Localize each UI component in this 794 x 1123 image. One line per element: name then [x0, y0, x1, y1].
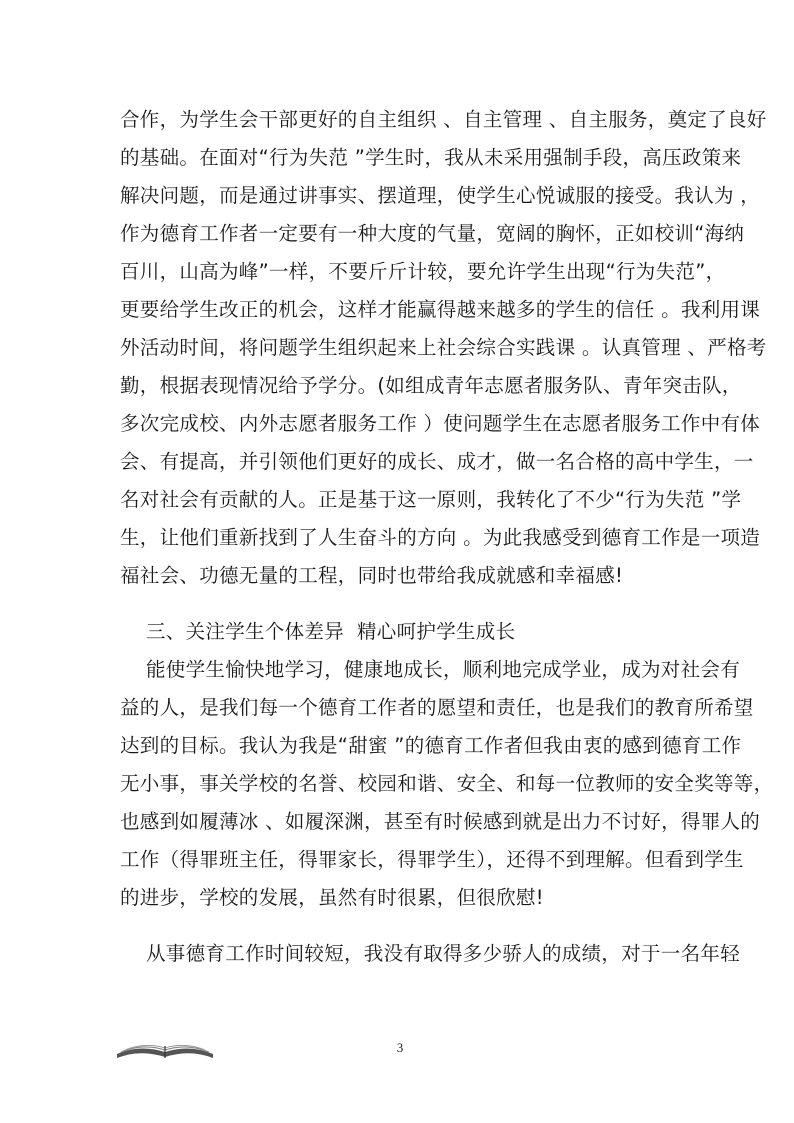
text-line: 能使学生愉快地学习，健康地成长，顺利地完成学业，成为对社会有 [120, 658, 740, 681]
text-line: 多次完成校、内外志愿者服务工作 ）使问题学生在志愿者服务工作中有体 [120, 412, 761, 435]
text-line: 的进步，学校的发展，虽然有时很累，但很欣慰! [120, 886, 544, 909]
text-line: 无小事，事关学校的名誉、校园和谐、安全、和每一位教师的安全奖等等， [120, 772, 774, 795]
text-line: 合作，为学生会干部更好的自主组织 、自主管理 、自主服务，奠定了良好 [120, 108, 767, 131]
page-number: 3 [396, 1040, 404, 1055]
text-line: 会、有提高，并引领他们更好的成长、成才，做一名合格的高中学生，一 [120, 450, 754, 473]
text-line: 工作（得罪班主任，得罪家长，得罪学生），还得不到理解。但看到学生 [120, 848, 744, 871]
text-line: 达到的目标。我认为我是“甜蜜 ”的德育工作者但我由衷的感到德育工作 [120, 734, 742, 757]
section-heading: 三、关注学生个体差异 精心呵护学生成长 [120, 620, 516, 643]
text-line: 作为德育工作者一定要有一种大度的气量，宽阔的胸怀，正如校训“海纳 [120, 222, 745, 245]
text-line: 百川，山高为峰”一样，不要斤斤计较，要允许学生出现“行为失范”， [120, 260, 726, 283]
text-line: 外活动时间，将问题学生组织起来上社会综合实践课 。认真管理 、严格考 [120, 336, 767, 359]
open-book-icon [115, 1036, 215, 1062]
text-line: 名对社会有贡献的人。正是基于这一原则，我转化了不少“行为失范 ”学 [120, 488, 742, 511]
text-line: 益的人，是我们每一个德育工作者的愿望和责任，也是我们的教育所希望 [120, 696, 754, 719]
text-line: 生，让他们重新找到了人生奋斗的方向 。为此我感受到德育工作是一项造 [120, 526, 761, 549]
text-line: 勤，根据表现情况给予学分。(如组成青年志愿者服务队、青年突击队， [120, 374, 742, 397]
text-line: 从事德育工作时间较短，我没有取得多少骄人的成绩，对于一名年轻 [120, 942, 740, 965]
text-line: 也感到如履薄冰 、如履深渊，甚至有时候感到就是出力不讨好，得罪人的 [120, 810, 761, 833]
text-line: 福社会、功德无量的工程，同时也带给我成就感和幸福感! [120, 564, 624, 587]
text-line: 更要给学生改正的机会，这样才能赢得越来越多的学生的信任 。我利用课 [120, 298, 761, 321]
text-line: 解决问题，而是通过讲事实、摆道理，使学生心悦诚服的接受。我认为 ， [120, 184, 761, 207]
text-line: 的基础。在面对“行为失范 ”学生时，我从未采用强制手段，高压政策来 [120, 146, 742, 169]
